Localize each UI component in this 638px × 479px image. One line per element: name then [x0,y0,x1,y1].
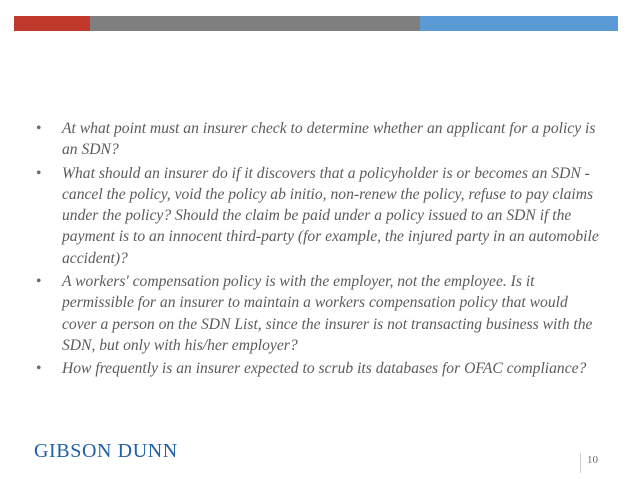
bullet-marker: • [36,120,42,137]
accent-bar-gray-segment [90,16,420,31]
bullet-text: What should an insurer do if it discovers that a policyholder is or becomes an SDN - cancel the policy, void the policy ab initio, non-renew the policy, refuse to pay claims under the policy? Should the claim be paid under a policy issued to an SDN if the payment is to an innocent third-party (for example, the injured party in an automobile accident)? [62,164,599,267]
bullet-marker: • [36,273,42,291]
bullet-item [36,271,602,356]
bullet-text: How frequently is an insurer expected to scrub its databases for OFAC compliance? [62,360,587,378]
header-accent-bar [14,16,618,31]
bullet-item [36,358,602,379]
bullet-marker: • [36,360,42,378]
accent-bar-blue-segment [420,16,618,31]
page-number: 10 [580,453,598,473]
bullet-item [36,163,602,269]
bullet-item [36,118,602,161]
company-logo: GIBSON DUNN [34,440,178,462]
bullet-marker: • [36,164,42,182]
accent-bar-red-segment [14,16,90,31]
question-bullet-list [36,118,602,382]
bullet-text: A workers' compensation policy is with the employer, not the employee. Is it permissible for an insurer to maintain a workers compensation policy that would cover a person on the SDN List, since the insurer is not transacting business with the SDN, but only with his/her employer? [62,273,593,354]
bullet-text: At what point must an insurer check to determine whether an applicant for a policy is an SDN? [62,120,596,159]
